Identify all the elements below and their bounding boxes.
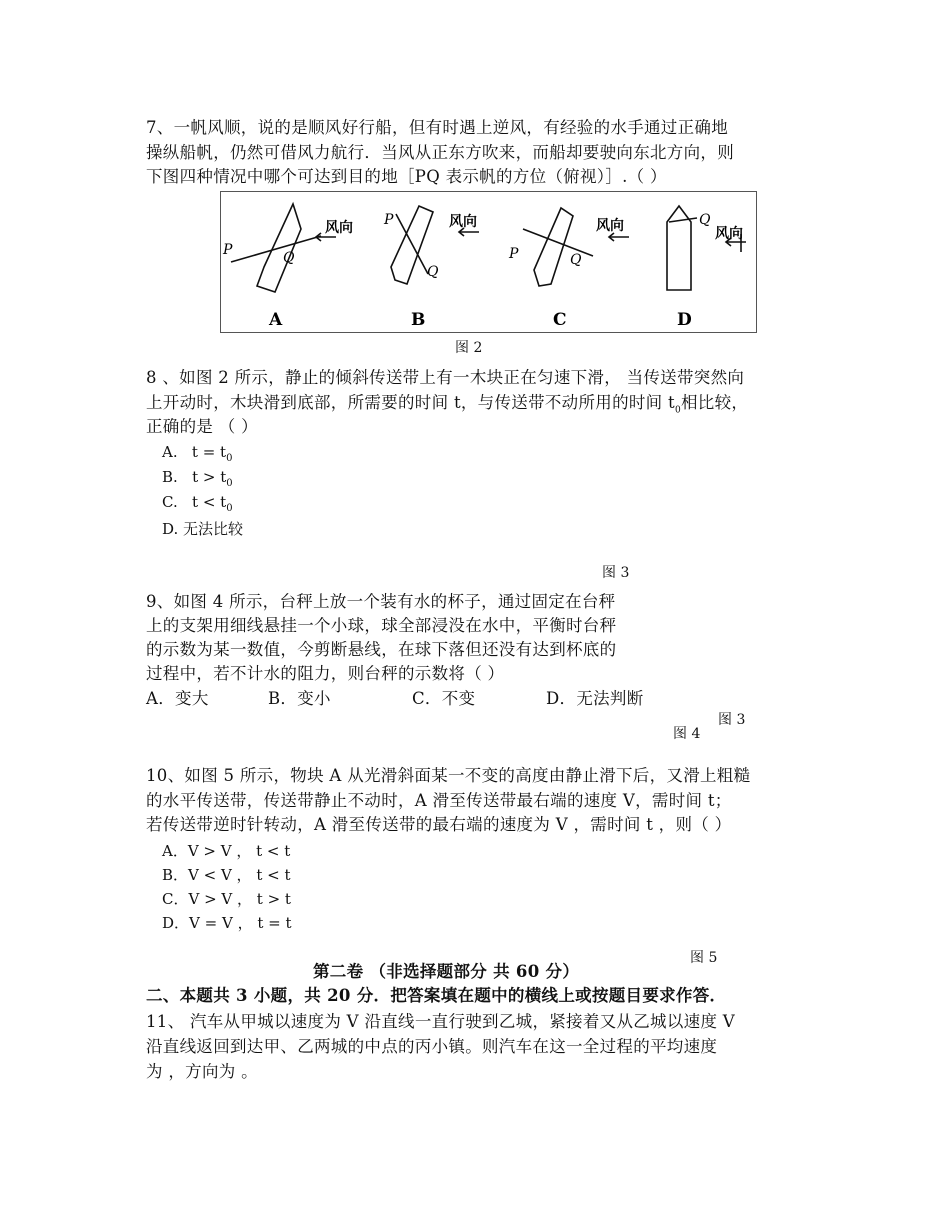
q8-option-d xyxy=(162,518,243,539)
option-text: 无法比较 xyxy=(183,520,244,538)
q10-option-a: A．V > V ， t < t xyxy=(162,842,291,860)
q8-option-a xyxy=(162,443,232,464)
panel-c-wind: 风向 xyxy=(596,218,624,234)
panel-d-letter: D xyxy=(677,310,692,330)
option-text: t = t xyxy=(191,443,227,461)
q11-line-2: 沿直线返回到达甲、乙两城的中点的丙小镇。则汽车在这一全过程的平均速度 xyxy=(146,1037,718,1056)
q9-line-4: 过程中，若不计水的阻力，则台秤的示数将（ ） xyxy=(146,664,505,683)
q8-line-2-text: 上开动时，木块滑到底部，所需要的时间 t，与传送带不动所用的时间 t xyxy=(146,393,675,412)
q9-line-2: 上的支架用细线悬挂一个小球，球全部浸没在水中，平衡时台秤 xyxy=(146,616,617,635)
q9-option-c: C．不变 xyxy=(412,689,476,708)
sail-diagrams xyxy=(221,192,758,334)
q7-figure xyxy=(220,191,757,333)
figure-3-label-b: 图 3 xyxy=(718,712,746,728)
option-text: t < t xyxy=(192,493,227,511)
q8-line-2-tail: 相比较， xyxy=(680,393,749,412)
q10-line-2: 的水平传送带，传送带静止不动时，A 滑至传送带最右端的速度 V，需时间 t； xyxy=(146,791,732,810)
part2-section: 二、本题共 3 小题，共 20 分．把答案填在题中的横线上或按题目要求作答． xyxy=(146,986,727,1005)
figure-5-label: 图 5 xyxy=(690,950,718,966)
figure-3-label: 图 3 xyxy=(602,565,630,581)
q11-line-1: 11、 汽车从甲城以速度为 V 沿直线一直行驶到乙城，紧接着又从乙城以速度 V xyxy=(146,1012,736,1031)
panel-c-letter: C xyxy=(553,310,567,330)
panel-a-letter: A xyxy=(269,310,283,330)
q7-line-2: 操纵船帆，仍然可借风力航行．当风从正东方吹来，而船却要驶向东北方向，则 xyxy=(146,143,734,162)
q10-line-3: 若传送带逆时针转动，A 滑至传送带的最右端的速度为 V ，需时间 t ，则（ ） xyxy=(146,815,732,834)
q9-option-d: D．无法判断 xyxy=(546,689,644,708)
part2-title: 第二卷 （非选择题部分 共 60 分） xyxy=(313,962,580,981)
q7-line-1: 7、一帆风顺，说的是顺风好行船，但有时遇上逆风，有经验的水手通过正确地 xyxy=(146,118,728,137)
option-label: A. xyxy=(162,443,178,461)
figure-2-caption: 图 2 xyxy=(455,340,483,356)
q10-line-1: 10、如图 5 所示，物块 A 从光滑斜面某一不变的高度由静止滑下后，又滑上粗糙 xyxy=(146,766,751,785)
option-label: C. xyxy=(162,493,178,511)
panel-a-p: P xyxy=(223,242,233,258)
panel-a-q: Q xyxy=(283,250,295,266)
panel-c-p: P xyxy=(509,246,519,262)
panel-b-wind: 风向 xyxy=(449,214,477,230)
figure-4-label: 图 4 xyxy=(673,726,701,742)
q7-line-3: 下图四种情况中哪个可达到目的地［PQ 表示帆的方位（俯视）］.（ ） xyxy=(146,167,667,186)
option-sub: 0 xyxy=(226,453,233,464)
q8-line-3: 正确的是 （ ） xyxy=(146,417,258,436)
panel-b-letter: B xyxy=(411,310,426,330)
q8-option-b xyxy=(162,468,233,489)
panel-a xyxy=(231,204,336,292)
option-sub: 0 xyxy=(226,503,233,514)
option-label: B. xyxy=(162,468,178,486)
panel-d-wind: 风向 xyxy=(715,226,743,242)
q9-option-b: B．变小 xyxy=(268,689,331,708)
q8-option-c xyxy=(162,493,233,514)
q10-option-d: D．V = V ， t = t xyxy=(162,914,292,932)
panel-b-p: P xyxy=(384,212,394,228)
t0-sub: 0 xyxy=(674,405,681,416)
q10-option-c: C．V > V ， t > t xyxy=(162,890,291,908)
q8-line-1: 8 、如图 2 所示，静止的倾斜传送带上有一木块正在匀速下滑， 当传送带突然向 xyxy=(146,368,745,387)
panel-c-q: Q xyxy=(570,252,582,268)
q10-option-b: B．V < V ， t < t xyxy=(162,866,291,884)
panel-d-q: Q xyxy=(699,212,711,228)
option-label: D. xyxy=(162,520,179,538)
q9-line-1: 9、如图 4 所示，台秤上放一个装有水的杯子，通过固定在台秤 xyxy=(146,592,616,611)
panel-b-q: Q xyxy=(427,264,439,280)
q9-line-3: 的示数为某一数值，今剪断悬线，在球下落但还没有达到杯底的 xyxy=(146,640,617,659)
q9-option-a: A．变大 xyxy=(146,689,209,708)
q11-line-3: 为 ，方向为 。 xyxy=(146,1062,258,1081)
option-sub: 0 xyxy=(226,478,233,489)
option-text: t > t xyxy=(192,468,227,486)
panel-a-wind: 风向 xyxy=(325,220,353,236)
